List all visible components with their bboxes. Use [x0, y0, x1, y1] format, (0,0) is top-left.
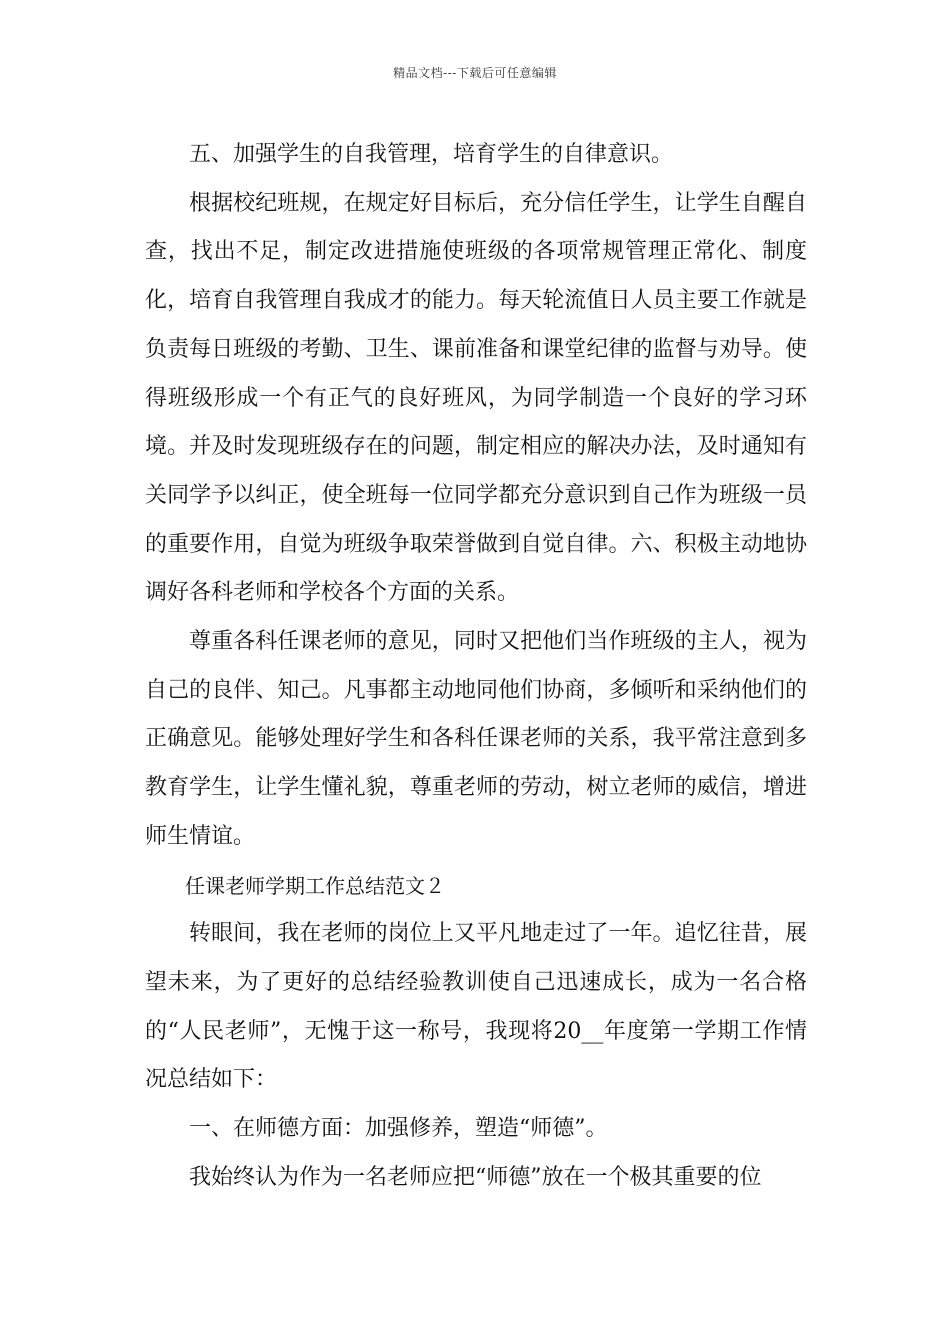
paragraph-ethics-heading: 一、在师德方面：加强修养，塑造“师德”。: [189, 1116, 608, 1142]
section-title: 任课老师学期工作总结范文２: [185, 873, 445, 898]
page-header: 精品文档---下载后可任意编辑: [393, 66, 557, 80]
paragraph-respect-teachers: 尊重各科任课老师的意见，同时又把他们当作班级的主人，视为自己的良伴、知己。凡事都主动地同他们协商，多倾听和采纳他们的正确意见。能够处理好学生和各科任课老师的关系，我平常注意到多教育学生，让学生懂礼貌，尊重老师的劳动，树立老师的威信，增进师生情谊。: [145, 629, 807, 849]
document-body: [145, 131, 807, 1202]
paragraph-class-rules: 根据校纪班规，在规定好目标后，充分信任学生，让学生自醒自查，找出不足，制定改进措施使班级的各项常规管理正常化、制度化，培育自我管理自我成才的能力。每天轮流值日人员主要工作就是负责每日班级的考勤、卫生、课前准备和课堂纪律的监督与劝导。使得班级形成一个有正气的良好班风，为同学制造一个良好的学习环境。并及时发现班级存在的问题，制定相应的解决办法，及时通知有关同学予以纠正，使全班每一位同学都充分意识到自己作为班级一员的重要作用，自觉为班级争取荣誉做到自觉自律。六、积极主动地协调好各科老师和学校各个方面的关系。: [145, 190, 807, 606]
paragraph-ethics-body: 我始终认为作为一名老师应把“师德”放在一个极其重要的位: [189, 1164, 762, 1190]
paragraph-section-five-heading: 五、加强学生的自我管理，培育学生的自律意识。: [189, 142, 674, 167]
paragraph-year-review: 转眼间，我在老师的岗位上又平凡地走过了一年。追忆往昔，展望未来，为了更好的总结经验教训使自己迅速成长，成为一名合格的“人民老师”，无愧于这一称号，我现将20__年度第一学期工作情况总结如下：: [145, 921, 807, 1093]
